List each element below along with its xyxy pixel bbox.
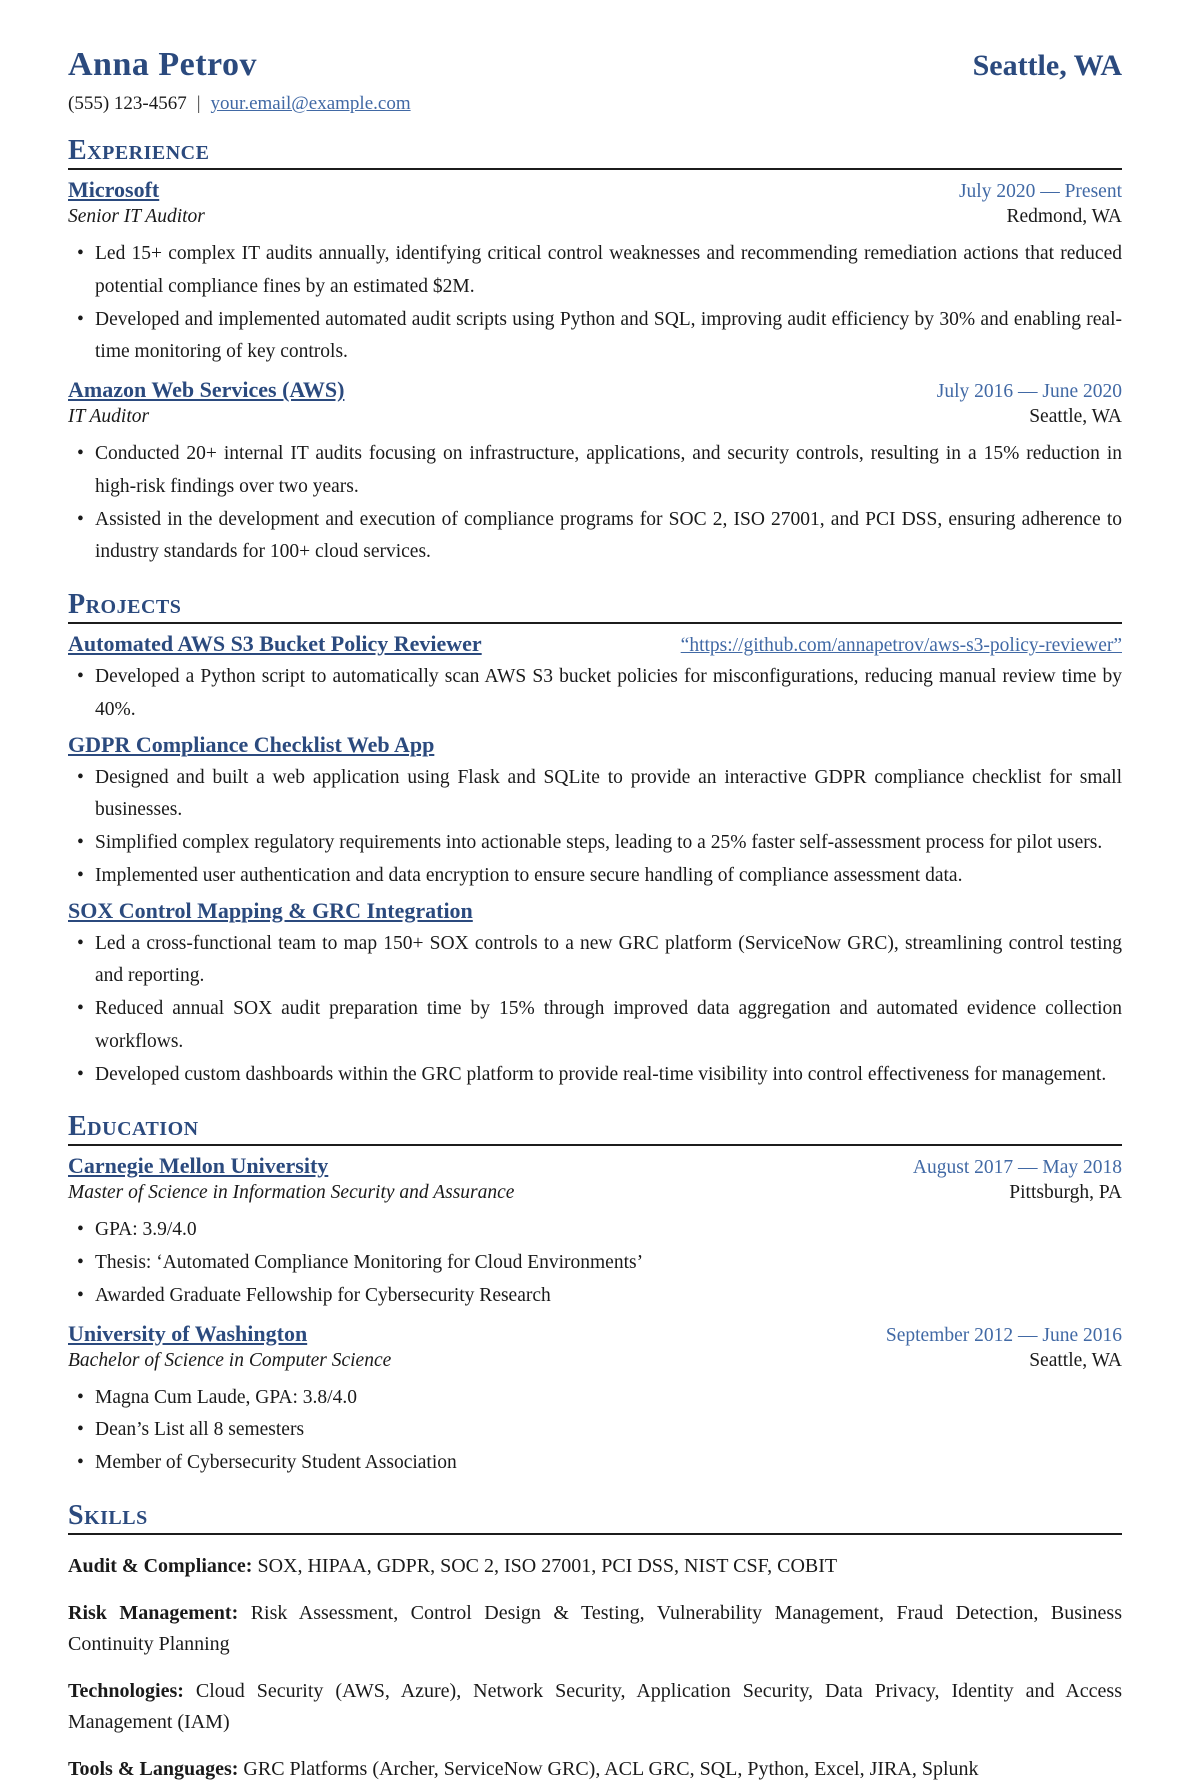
skill-category-label: Risk Management: [68, 1601, 239, 1624]
experience-entry-head [68, 177, 1122, 203]
person-name: Anna Petrov [68, 46, 258, 83]
project-bullet-list [68, 762, 1122, 893]
project-bullet: • Simplified complex regulatory requirements into actionable steps, leading to a 25% faster self-assessment process for pilot users. [68, 827, 1122, 860]
education-dates: September 2012 — June 2016 [885, 1324, 1122, 1346]
school-location: Seattle, WA [1029, 1349, 1122, 1371]
skills-section [68, 1500, 1122, 1785]
skill-category-label: Tools & Languages: [68, 1757, 239, 1780]
skill-category-values: Risk Assessment, Control Design & Testing, Vulnerability Management, Fraud Detection, Business Continuity Planning [68, 1601, 1122, 1655]
experience-bullet: • Assisted in the development and execution of compliance programs for SOC 2, ISO 27001, and PCI DSS, ensuring adherence to industry standards for 100+ cloud services. [68, 504, 1122, 570]
experience-dates: July 2016 — June 2020 [936, 381, 1122, 402]
person-location: Seattle, WA [972, 49, 1122, 82]
skill-line-risk-management [68, 1598, 1122, 1660]
education-bullet: • Magna Cum Laude, GPA: 3.8/4.0 [68, 1382, 1122, 1415]
skill-line-tools-languages [68, 1754, 1122, 1785]
skill-category-label: Audit & Compliance: [68, 1554, 253, 1577]
experience-bullet: • Led 15+ complex IT audits annually, identifying critical control weaknesses and recommending remediation actions that reduced potential compliance fines by an estimated $2M. [68, 238, 1122, 304]
education-entry-head [68, 1321, 1122, 1347]
job-location: Seattle, WA [1029, 406, 1122, 427]
job-title: IT Auditor [68, 406, 150, 427]
project-bullet-list [68, 661, 1122, 727]
contact-line [68, 93, 1122, 115]
education-entry-sub [68, 1182, 1122, 1204]
resume-header [68, 46, 1122, 84]
skills-section-title: Skills [68, 1500, 1122, 1535]
company-link-microsoft[interactable]: Microsoft [68, 177, 160, 202]
education-bullet: • Awarded Graduate Fellowship for Cybersecurity Research [68, 1280, 1122, 1313]
experience-dates: July 2020 — Present [958, 181, 1122, 202]
github-url-link[interactable]: “https://github.com/annapetrov/aws-s3-policy-reviewer” [680, 635, 1122, 656]
projects-section [68, 589, 1122, 1091]
project-link-s3-reviewer[interactable]: Automated AWS S3 Bucket Policy Reviewer [68, 631, 482, 656]
school-link-uw[interactable]: University of Washington [68, 1320, 308, 1346]
project-bullet: • Led a cross-functional team to map 150+ SOX controls to a new GRC platform (ServiceNow GRC), streamlining control testing and reporting. [68, 928, 1122, 994]
project-head [68, 732, 1122, 758]
skill-category-values: Cloud Security (AWS, Azure), Network Security, Application Security, Data Privacy, Identity and Access Management (IAM) [68, 1679, 1122, 1733]
project-head [68, 898, 1122, 924]
education-bullet: • Member of Cybersecurity Student Association [68, 1447, 1122, 1480]
project-link-sox-grc[interactable]: SOX Control Mapping & GRC Integration [68, 897, 473, 923]
education-entry-head [68, 1153, 1122, 1179]
education-bullet: • Thesis: ‘Automated Compliance Monitoring for Cloud Environments’ [68, 1247, 1122, 1280]
phone-number: (555) 123-4567 [68, 93, 187, 114]
project-bullet: • Designed and built a web application using Flask and SQLite to provide an interactive GDPR compliance checklist for small businesses. [68, 762, 1122, 828]
education-bullet-list [68, 1214, 1122, 1312]
experience-entry-head [68, 377, 1122, 403]
skill-category-values: SOX, HIPAA, GDPR, SOC 2, ISO 27001, PCI DSS, NIST CSF, COBIT [252, 1554, 838, 1577]
experience-entry-sub [68, 206, 1122, 228]
education-section [68, 1111, 1122, 1480]
education-dates: August 2017 — May 2018 [912, 1157, 1122, 1179]
degree-title: Bachelor of Science in Computer Science [68, 1349, 392, 1371]
project-bullet: • Developed custom dashboards within the GRC platform to provide real-time visibility into control effectiveness for management. [68, 1059, 1122, 1092]
education-bullet-list [68, 1382, 1122, 1480]
experience-bullet: • Developed and implemented automated audit scripts using Python and SQL, improving audit efficiency by 30% and enabling real-time monitoring of key controls. [68, 304, 1122, 370]
contact-separator: | [196, 93, 201, 114]
school-location: Pittsburgh, PA [1009, 1182, 1122, 1204]
skill-line-technologies [68, 1676, 1122, 1738]
experience-entry-sub [68, 406, 1122, 428]
education-bullet: • GPA: 3.9/4.0 [68, 1214, 1122, 1247]
job-location: Redmond, WA [1006, 206, 1122, 227]
company-link-aws[interactable]: Amazon Web Services (AWS) [68, 377, 345, 402]
project-bullet: • Developed a Python script to automatically scan AWS S3 bucket policies for misconfigurations, reducing manual review time by 40%. [68, 661, 1122, 727]
school-link-cmu[interactable]: Carnegie Mellon University [68, 1153, 329, 1179]
project-link-gdpr-checklist[interactable]: GDPR Compliance Checklist Web App [68, 731, 435, 757]
project-bullet-list [68, 928, 1122, 1092]
project-bullet: • Reduced annual SOX audit preparation time by 15% through improved data aggregation and automated evidence collection workflows. [68, 993, 1122, 1059]
projects-section-title: Projects [68, 589, 1122, 624]
email-link[interactable]: your.email@example.com [210, 93, 411, 114]
education-bullet: • Dean’s List all 8 semesters [68, 1414, 1122, 1447]
job-title: Senior IT Auditor [68, 206, 205, 227]
education-entry-sub [68, 1350, 1122, 1372]
education-section-title: Education [68, 1111, 1122, 1146]
project-head [68, 631, 1122, 657]
experience-section [68, 135, 1122, 569]
degree-title: Master of Science in Information Security and Assurance [68, 1182, 515, 1204]
skill-line-audit-compliance [68, 1551, 1122, 1582]
skill-category-label: Technologies: [68, 1679, 184, 1702]
experience-section-title: Experience [68, 135, 1122, 170]
experience-bullet-list [68, 438, 1122, 569]
skill-category-values: GRC Platforms (Archer, ServiceNow GRC), ACL GRC, SQL, Python, Excel, JIRA, Splunk [238, 1757, 979, 1780]
project-bullet: • Implemented user authentication and data encryption to ensure secure handling of compliance assessment data. [68, 860, 1122, 893]
experience-bullet-list [68, 238, 1122, 369]
experience-bullet: • Conducted 20+ internal IT audits focusing on infrastructure, applications, and security controls, resulting in a 15% reduction in high-risk findings over two years. [68, 438, 1122, 504]
